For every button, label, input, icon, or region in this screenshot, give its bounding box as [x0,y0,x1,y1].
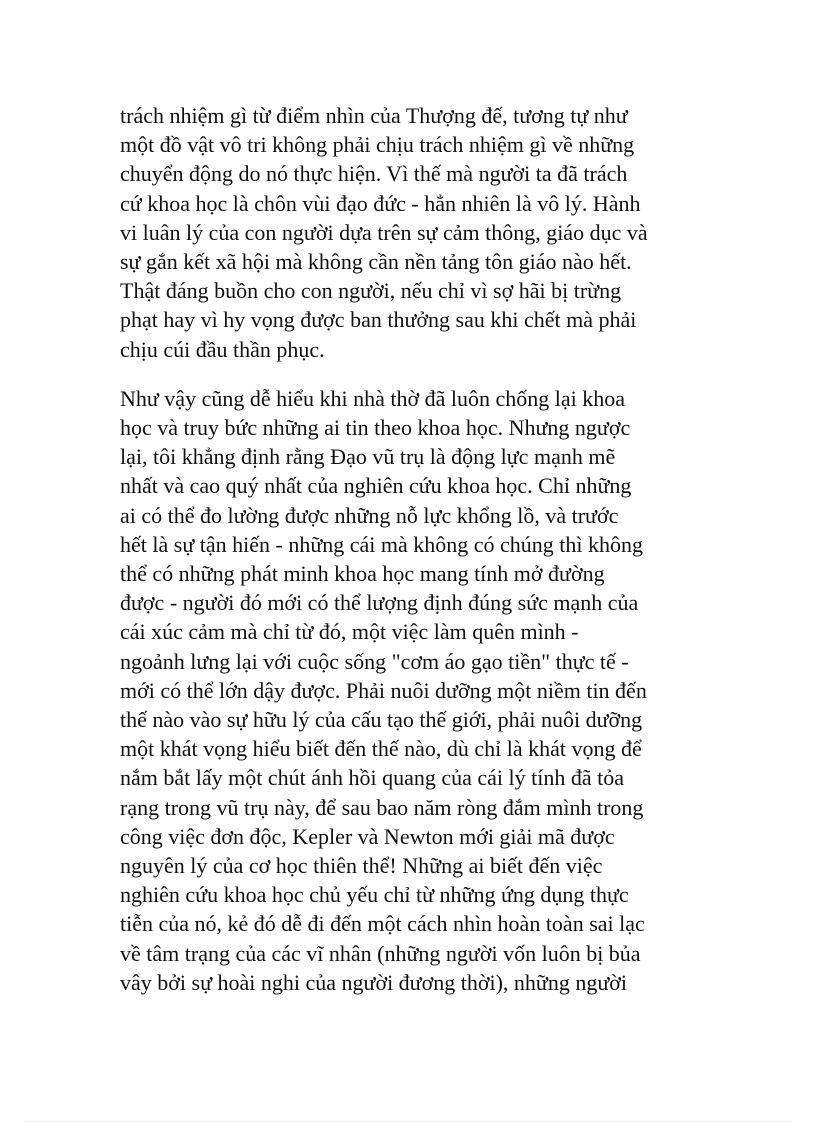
text-line: trách nhiệm gì từ điểm nhìn của Thượng đế, tương tự như [120,103,628,128]
text-line: tiễn của nó, kẻ đó dễ đi đến một cách nhìn hoàn toàn sai lạc [120,911,645,937]
text-line: được - người đó mới có thể lượng định đúng sức mạnh của [120,590,639,616]
paragraph-1 [120,101,700,364]
text-line: lại, tôi khẳng định rằng Đạo vũ trụ là động lực mạnh mẽ [120,444,616,470]
text-line: ngoảnh lưng lại với cuộc sống "cơm áo gạo tiền" thực tế - [120,648,629,674]
text-line: nghiên cứu khoa học chủ yếu chỉ từ những ứng dụng thực [120,882,629,908]
text-line: ai có thể đo lường được những nỗ lực khổng lồ, và trước [120,502,619,528]
text-line: cứ khoa học là chôn vùi đạo đức - hẳn nhiên là vô lý. Hành [120,190,641,216]
text-line: nhất và cao quý nhất của nghiên cứu khoa học. Chỉ những [120,473,632,499]
text-line: sự gắn kết xã hội mà không cần nền tảng tôn giáo nào hết. [120,249,632,275]
text-line: một đồ vật vô tri không phải chịu trách nhiệm gì về những [120,132,635,158]
text-line: chịu cúi đầu thần phục. [120,336,325,362]
text-line: Như vậy cũng dễ hiểu khi nhà thờ đã luôn chống lại khoa [120,385,626,411]
text-line: rạng trong vũ trụ này, để sau bao năm ròng đắm mình trong [120,794,644,820]
text-line: công việc đơn độc, Kepler và Newton mới giải mã được [120,823,615,849]
text-line: phạt hay vì hy vọng được ban thưởng sau khi chết mà phải [120,307,637,333]
text-line: về tâm trạng của các vĩ nhân (những người vốn luôn bị bủa [120,940,641,966]
text-line: vi luân lý của con người dựa trên sự cảm thông, giáo dục và [120,219,648,245]
text-line: cái xúc cảm mà chỉ từ đó, một việc làm quên mình - [120,619,579,645]
text-line: thế nào vào sự hữu lý của cấu tạo thế giới, phải nuôi dưỡng [120,707,643,733]
text-line: nguyên lý của cơ học thiên thể! Những ai biết đến việc [120,853,603,879]
text-line: Thật đáng buồn cho con người, nếu chỉ vì sợ hãi bị trừng [120,278,622,304]
text-line: hết là sự tận hiến - những cái mà không có chúng thì không [120,531,644,557]
text-line: vây bởi sự hoài nghi của người đương thời), những người [120,969,628,995]
text-line: mới có thể lớn dậy được. Phải nuôi dưỡng một niềm tin đến [120,677,647,703]
text-line: học và truy bức những ai tin theo khoa học. Nhưng ngược [120,415,631,441]
text-line: nắm bắt lấy một chút ánh hồi quang của cái lý tính đã tỏa [120,765,625,791]
footer-divider [24,1121,792,1122]
text-line: chuyển động do nó thực hiện. Vì thế mà người ta đã trách [120,161,628,187]
text-line: thể có những phát minh khoa học mang tính mở đường [120,561,605,587]
paragraph-2 [120,384,700,997]
text-line: một khát vọng hiểu biết đến thế nào, dù chỉ là khát vọng để [120,736,642,762]
document-body [120,101,700,997]
